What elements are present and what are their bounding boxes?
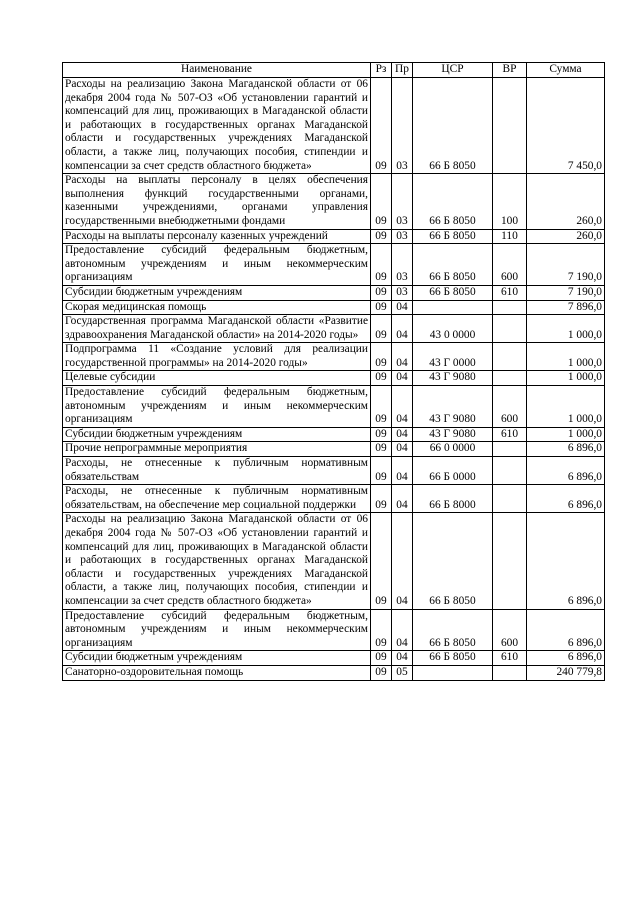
cell-vr (493, 371, 527, 386)
table-row (63, 371, 605, 386)
table-header (63, 63, 605, 78)
table-row (63, 485, 605, 513)
table-row (63, 665, 605, 680)
cell-rz: 09 (371, 371, 392, 386)
cell-rz: 09 (371, 651, 392, 666)
cell-name: Подпрограмма 11 «Создание условий для реализации государственной программы» на 2014-2020 годы» (63, 343, 371, 371)
header-vr: ВР (493, 63, 527, 78)
cell-pr: 03 (392, 285, 413, 300)
cell-sum: 6 896,0 (527, 651, 605, 666)
cell-csr: 66 0 0000 (413, 442, 493, 457)
cell-pr: 04 (392, 343, 413, 371)
cell-vr (493, 300, 527, 315)
cell-name: Предоставление субсидий федеральным бюджетным, автономным учреждениям и иным некоммерческим организациям (63, 244, 371, 286)
cell-vr (493, 442, 527, 457)
cell-vr (493, 485, 527, 513)
cell-vr (493, 315, 527, 343)
cell-pr: 04 (392, 386, 413, 428)
cell-csr: 43 Г 9080 (413, 427, 493, 442)
header-name: Наименование (63, 63, 371, 78)
cell-sum: 7 450,0 (527, 78, 605, 174)
cell-rz: 09 (371, 229, 392, 244)
table-row (63, 442, 605, 457)
cell-rz: 09 (371, 285, 392, 300)
header-csr: ЦСР (413, 63, 493, 78)
cell-sum: 1 000,0 (527, 386, 605, 428)
table-row (63, 343, 605, 371)
cell-csr: 66 Б 8050 (413, 244, 493, 286)
cell-name: Субсидии бюджетным учреждениям (63, 285, 371, 300)
document-page (62, 62, 604, 681)
cell-csr: 66 Б 8050 (413, 285, 493, 300)
table-row (63, 427, 605, 442)
cell-csr: 43 Г 0000 (413, 343, 493, 371)
cell-pr: 04 (392, 485, 413, 513)
cell-vr (493, 343, 527, 371)
cell-vr (493, 457, 527, 485)
cell-vr: 600 (493, 386, 527, 428)
cell-rz: 09 (371, 315, 392, 343)
cell-name: Расходы, не отнесенные к публичным нормативным обязательствам (63, 457, 371, 485)
cell-pr: 03 (392, 244, 413, 286)
cell-pr: 04 (392, 371, 413, 386)
table-row (63, 651, 605, 666)
cell-vr (493, 78, 527, 174)
cell-sum: 6 896,0 (527, 609, 605, 651)
cell-name: Целевые субсидии (63, 371, 371, 386)
table-row (63, 229, 605, 244)
cell-sum: 240 779,8 (527, 665, 605, 680)
cell-rz: 09 (371, 665, 392, 680)
cell-csr: 66 Б 8050 (413, 174, 493, 229)
cell-name: Скорая медицинская помощь (63, 300, 371, 315)
cell-rz: 09 (371, 343, 392, 371)
cell-vr (493, 665, 527, 680)
cell-sum: 7 190,0 (527, 244, 605, 286)
header-pr: Пр (392, 63, 413, 78)
cell-csr: 66 Б 8050 (413, 609, 493, 651)
table-row (63, 315, 605, 343)
table-body (63, 78, 605, 681)
cell-rz: 09 (371, 609, 392, 651)
cell-rz: 09 (371, 457, 392, 485)
cell-sum: 7 190,0 (527, 285, 605, 300)
cell-vr: 100 (493, 174, 527, 229)
cell-name: Прочие непрограммные мероприятия (63, 442, 371, 457)
table-row (63, 244, 605, 286)
cell-rz: 09 (371, 513, 392, 609)
cell-pr: 04 (392, 513, 413, 609)
cell-pr: 05 (392, 665, 413, 680)
cell-name: Предоставление субсидий федеральным бюджетным, автономным учреждениям и иным некоммерческим организациям (63, 609, 371, 651)
table-row (63, 386, 605, 428)
cell-vr: 610 (493, 285, 527, 300)
cell-pr: 04 (392, 315, 413, 343)
cell-name: Расходы на выплаты персоналу в целях обеспечения выполнения функций государственными органами, казенными учреждениями, органами управления государственными внебюджетными фондами (63, 174, 371, 229)
cell-sum: 6 896,0 (527, 457, 605, 485)
table-row (63, 78, 605, 174)
header-rz: Рз (371, 63, 392, 78)
cell-name: Расходы, не отнесенные к публичным нормативным обязательствам, на обеспечение мер социальной поддержки (63, 485, 371, 513)
cell-csr (413, 300, 493, 315)
cell-pr: 04 (392, 457, 413, 485)
cell-pr: 04 (392, 442, 413, 457)
cell-vr: 610 (493, 427, 527, 442)
budget-table (62, 62, 605, 681)
cell-name: Субсидии бюджетным учреждениям (63, 651, 371, 666)
cell-csr: 43 0 0000 (413, 315, 493, 343)
cell-csr: 66 Б 8050 (413, 651, 493, 666)
cell-vr: 610 (493, 651, 527, 666)
cell-pr: 03 (392, 78, 413, 174)
cell-csr (413, 665, 493, 680)
cell-sum: 6 896,0 (527, 442, 605, 457)
cell-csr: 66 Б 0000 (413, 457, 493, 485)
cell-rz: 09 (371, 442, 392, 457)
cell-sum: 260,0 (527, 229, 605, 244)
table-row (63, 285, 605, 300)
cell-name: Субсидии бюджетным учреждениям (63, 427, 371, 442)
cell-name: Расходы на реализацию Закона Магаданской области от 06 декабря 2004 года № 507-ОЗ «Об установлении гарантий и компенсаций для лиц, проживающих в Магаданской области и работающих в государственных органах Магаданской области и государственных учреждениях Магаданской области, а также лиц, получающих пособия, стипендии и компенсации за счет средств областного бюджета» (63, 513, 371, 609)
cell-rz: 09 (371, 427, 392, 442)
cell-name: Расходы на реализацию Закона Магаданской области от 06 декабря 2004 года № 507-ОЗ «Об установлении гарантий и компенсаций для лиц, проживающих в Магаданской области и работающих в государственных органах Магаданской области и государственных учреждениях Магаданской области, а также лиц, получающих пособия, стипендии и компенсации за счет средств областного бюджета» (63, 78, 371, 174)
cell-pr: 04 (392, 651, 413, 666)
header-sum: Сумма (527, 63, 605, 78)
table-row (63, 300, 605, 315)
cell-sum: 1 000,0 (527, 315, 605, 343)
table-row (63, 457, 605, 485)
cell-csr: 66 Б 8000 (413, 485, 493, 513)
cell-pr: 03 (392, 174, 413, 229)
cell-sum: 6 896,0 (527, 513, 605, 609)
cell-rz: 09 (371, 78, 392, 174)
cell-csr: 43 Г 9080 (413, 386, 493, 428)
cell-sum: 7 896,0 (527, 300, 605, 315)
table-row (63, 513, 605, 609)
cell-rz: 09 (371, 174, 392, 229)
cell-sum: 1 000,0 (527, 343, 605, 371)
cell-vr (493, 513, 527, 609)
cell-name: Санаторно-оздоровительная помощь (63, 665, 371, 680)
cell-csr: 66 Б 8050 (413, 513, 493, 609)
cell-vr: 600 (493, 244, 527, 286)
cell-sum: 260,0 (527, 174, 605, 229)
cell-sum: 1 000,0 (527, 427, 605, 442)
table-row (63, 174, 605, 229)
cell-rz: 09 (371, 485, 392, 513)
cell-pr: 03 (392, 229, 413, 244)
cell-name: Государственная программа Магаданской области «Развитие здравоохранения Магаданской области» на 2014-2020 годы» (63, 315, 371, 343)
cell-vr: 600 (493, 609, 527, 651)
cell-rz: 09 (371, 300, 392, 315)
cell-pr: 04 (392, 300, 413, 315)
cell-vr: 110 (493, 229, 527, 244)
cell-csr: 66 Б 8050 (413, 229, 493, 244)
cell-name: Расходы на выплаты персоналу казенных учреждений (63, 229, 371, 244)
table-row (63, 609, 605, 651)
cell-rz: 09 (371, 244, 392, 286)
cell-name: Предоставление субсидий федеральным бюджетным, автономным учреждениям и иным некоммерческим организациям (63, 386, 371, 428)
cell-pr: 04 (392, 427, 413, 442)
cell-csr: 66 Б 8050 (413, 78, 493, 174)
cell-sum: 6 896,0 (527, 485, 605, 513)
header-row (63, 63, 605, 78)
cell-pr: 04 (392, 609, 413, 651)
cell-csr: 43 Г 9080 (413, 371, 493, 386)
cell-rz: 09 (371, 386, 392, 428)
cell-sum: 1 000,0 (527, 371, 605, 386)
